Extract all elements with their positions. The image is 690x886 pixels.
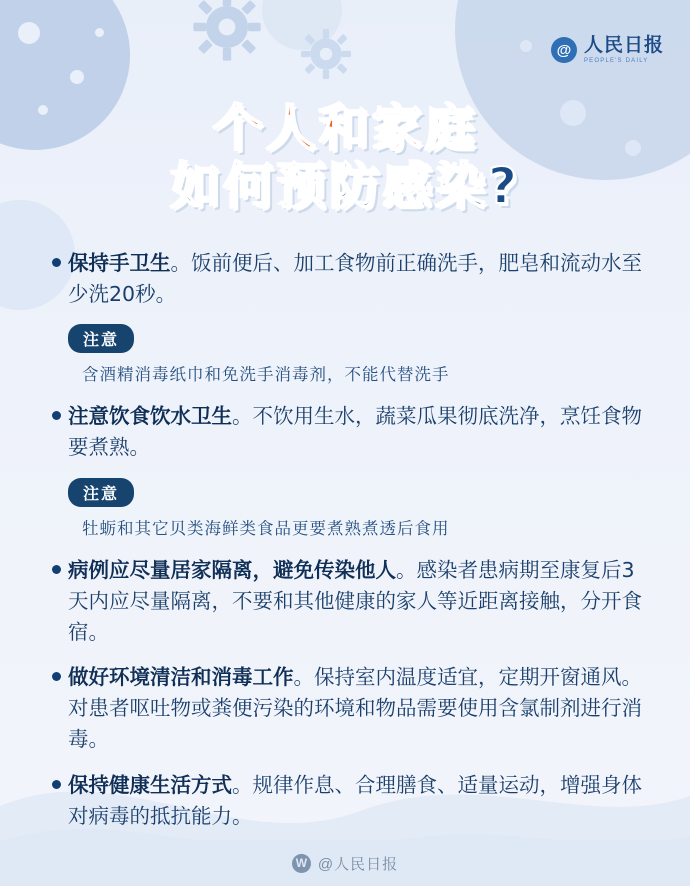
decor-dot [70, 70, 84, 84]
list-item-rest: 。感染者患病期至康复后3天内应尽量隔离，不要和其他健康的家人等近距离接触，分开食宿。 [68, 557, 642, 644]
note-tag-row [68, 478, 646, 507]
logo-name-en: PEOPLE'S DAILY [583, 58, 649, 64]
list-item-lead: 保持手卫生 [68, 251, 171, 275]
list-item-rest: 。保持室内温度适宜，定期开窗通风。对患者呕吐物或粪便污染的环境和物品需要使用含氯制剂进行消毒。 [68, 665, 642, 752]
note-tag-row [68, 324, 646, 353]
bullet-icon [52, 258, 61, 267]
note-text: 牡蛎和其它贝类海鲜类食品更要煮熟煮透后食用 [82, 518, 450, 538]
weibo-icon: W [292, 854, 311, 873]
list-item [52, 662, 646, 755]
list-item-rest: 。饭前便后、加工食物前正确洗手，肥皂和流动水至少洗20秒。 [68, 251, 642, 307]
decor-dot [520, 40, 532, 52]
list-item-text [68, 770, 646, 832]
page-title [0, 99, 690, 215]
list-item-lead: 保持健康生活方式 [68, 772, 232, 797]
list-item-text [68, 401, 646, 463]
list-item-text [68, 248, 646, 310]
note-text: 含酒精消毒纸巾和免洗手消毒剂，不能代替洗手 [82, 365, 450, 385]
footer-handle: @人民日报 [317, 855, 399, 873]
bullet-icon [52, 780, 61, 789]
list-item-lead: 注意饮食饮水卫生 [68, 404, 232, 429]
list-item [52, 248, 646, 310]
list-item-lead: 做好环境清洁和消毒工作 [68, 665, 294, 690]
decor-dot [18, 22, 40, 44]
list-item [52, 401, 646, 463]
list-item [52, 555, 646, 648]
decor-dot [95, 28, 104, 37]
title-line-1: 个人和家庭 [212, 99, 478, 157]
bullet-icon [52, 565, 61, 574]
footer [0, 840, 690, 886]
bullet-icon [52, 411, 61, 420]
advice-list [52, 248, 646, 846]
gear-icon [192, 0, 262, 62]
list-item-rest: 。不饮用生水，蔬菜瓜果彻底洗净，烹饪食物要煮熟。 [68, 404, 642, 460]
bullet-icon [52, 672, 61, 681]
list-item-rest: 。规律作息、合理膳食、适量运动，增强身体对病毒的抵抗能力。 [68, 772, 642, 828]
list-item [52, 770, 646, 832]
list-item-lead: 病例应尽量居家隔离，避免传染他人 [68, 557, 396, 582]
title-line-2: 如何预防感染? [169, 156, 520, 215]
gear-icon [300, 28, 352, 80]
publisher-logo [551, 36, 664, 64]
list-item-text [68, 662, 646, 755]
at-icon: @ [551, 37, 577, 63]
logo-name-cn: 人民日报 [583, 35, 664, 56]
note-badge: 注意 [68, 478, 134, 507]
list-item-text [68, 555, 646, 648]
note-badge: 注意 [68, 324, 134, 353]
